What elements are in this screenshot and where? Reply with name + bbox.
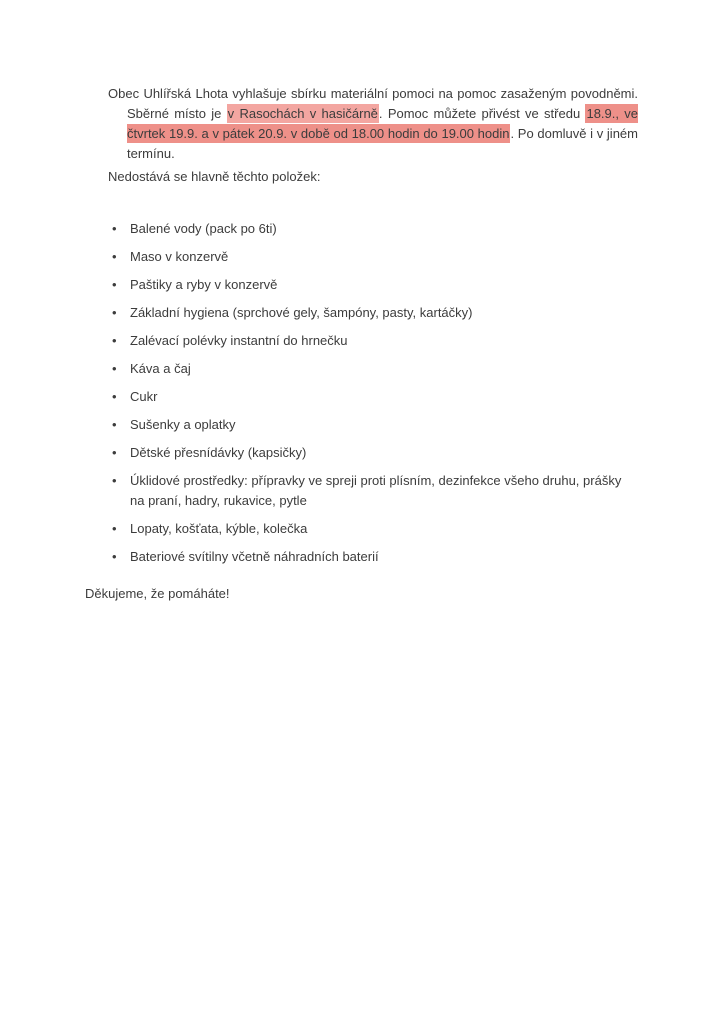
highlight-collection-place: v Rasochách v hasičárně [227,106,378,121]
list-item-instant-soups: • Zalévací polévky instantní do hrnečku [85,331,638,351]
list-item-biscuits: • Sušenky a oplatky [85,415,638,435]
list-item-bottled-water: • Balené vody (pack po 6ti) [85,219,638,239]
list-item-baby-snacks: • Dětské přesnídávky (kapsičky) [85,443,638,463]
list-item-cleaning-supplies: • Úklidové prostředky: přípravky ve spreji proti plísním, dezinfekce všeho druhu, prášky na praní, hadry, rukavice, pytle [85,471,638,511]
closing-line: Děkujeme, že pomáháte! [85,586,230,601]
intro-run-3: . Po domluvě i v jiném termínu. [127,126,638,161]
intro-run-1: Obec Uhlířská Lhota vyhlašuje sbírku materiální pomoci na pomoc zasaženým povodněmi. Sběrné místo je [108,86,638,121]
items-heading: Nedostává se hlavně těchto položek: [108,169,321,184]
list-item-sugar: • Cukr [85,387,638,407]
list-item-canned-meat: • Maso v konzervě [85,247,638,267]
list-item-hygiene: • Základní hygiena (sprchové gely, šampóny, pasty, kartáčky) [85,303,638,323]
list-item-coffee-tea: • Káva a čaj [85,359,638,379]
list-item-pates-fish: • Paštiky a ryby v konzervě [85,275,638,295]
intro-run-2: . Pomoc můžete přivést ve středu [378,106,586,121]
items-list [85,219,638,567]
highlight-dates-times: 18.9., ve čtvrtek 19.9. a v pátek 20.9. v době od 18.00 hodin do 19.00 hodin [127,106,639,141]
intro-paragraph [85,84,638,164]
list-item-shovels-brooms: • Lopaty, košťata, kýble, kolečka [85,519,638,539]
list-item-flashlights: • Bateriové svítilny včetně náhradních baterií [85,547,638,567]
